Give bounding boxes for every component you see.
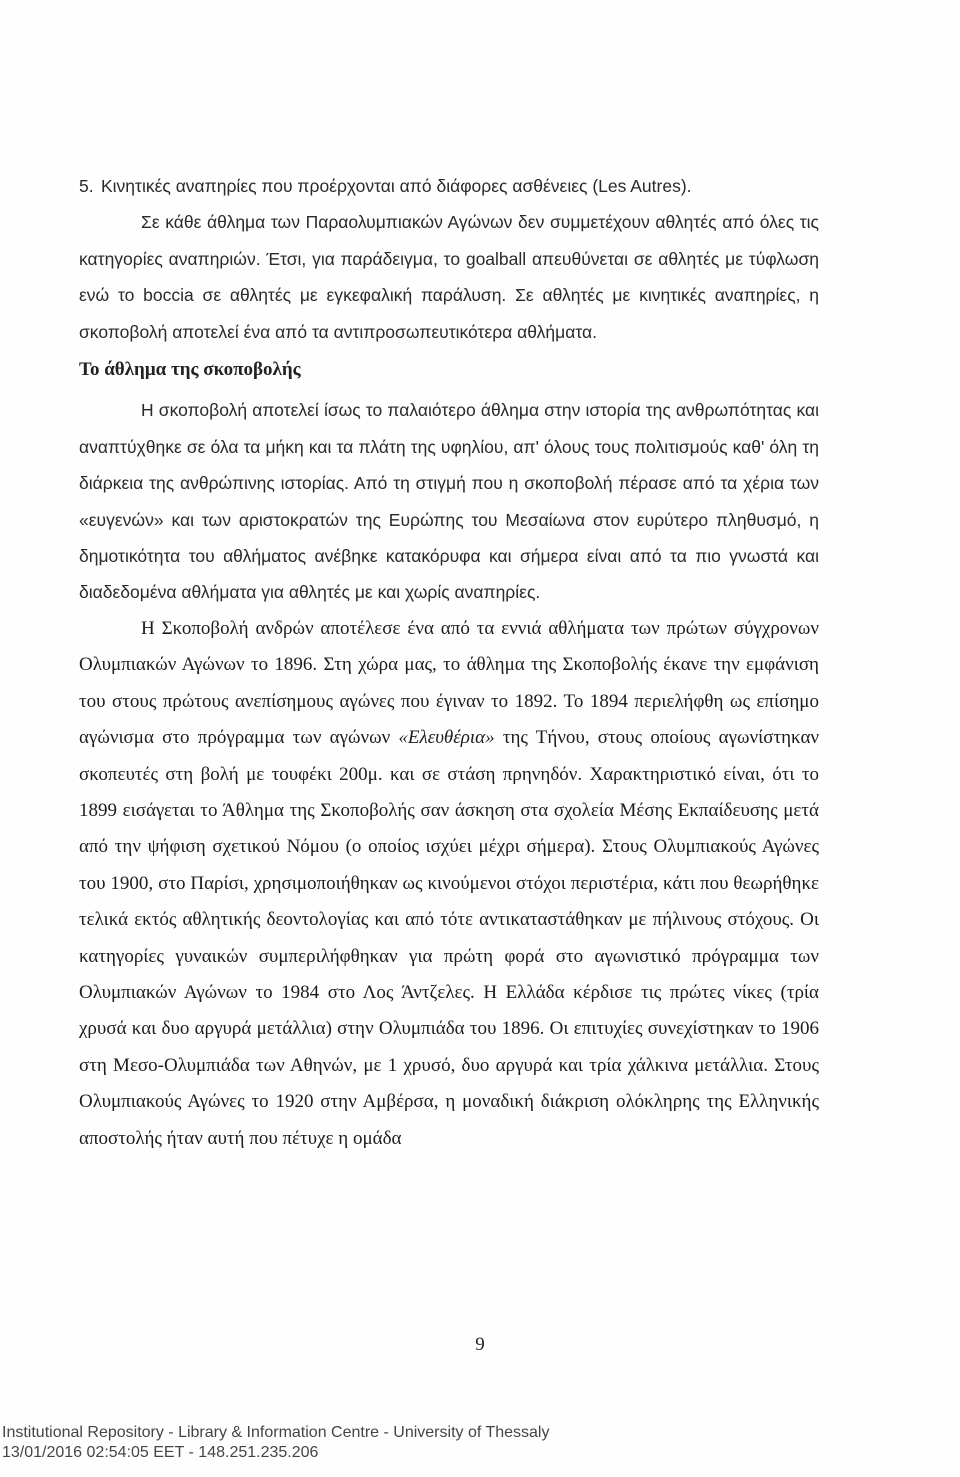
section-heading: Το άθλημα της σκοποβολής (79, 359, 301, 381)
repository-footer (2, 1423, 549, 1463)
paragraph-2-part-2: της Τήνου, στους οποίους αγωνίστηκαν σκοπευτές στη βολή με τουφέκι 200μ. και σε στάση πρηνηδόν. Χαρακτηριστικό είναι, ότι το 1899 εισάγεται το Άθλημα της Σκοποβολής σαν άσκηση στα σχολεία Μέσης Εκπαίδευσης μετά από την ψήφιση σχετικού Νόμου (ο οποίος ισχύει μέχρι σήμερα). Στους Ολυμπιακούς Αγώνες του 1900, στο Παρίσι, χρησιμοποιήθηκαν ως κινούμενοι στόχοι περιστέρια, κάτι που θεωρήθηκε τελικά εκτός αθλητικής δεοντολογίας και από τότε αντικαταστάθηκαν με πήλινους στόχους. Οι κατηγορίες γυναικών συμπεριλήφθηκαν για πρώτη φορά στο αγωνιστικό πρόγραμμα των Ολυμπιακών Αγώνων το 1984 στο Λος Άντζελες. Η Ελλάδα κέρδισε τις πρώτες νίκες (τρία χρυσά και δυο αργυρά μετάλλια) στην Ολυμπιάδα του 1896. Οι επιτυχίες συνεχίστηκαν το 1906 στη Μεσο-Ολυμπιάδα των Αθηνών, με 1 χρυσό, δυο αργυρά και τρία χάλκινα μετάλλια. Στους Ολυμπιακούς Αγώνες το 1920 στην Αμβέρσα, η μοναδική διάκριση ολόκληρης της Ελληνικής αποστολής ήταν αυτή που πέτυχε η ομάδα (79, 727, 819, 1149)
intro-paragraph: Σε κάθε άθλημα των Παραολυμπιακών Αγώνων δεν συμμετέχουν αθλητές από όλες τις κατηγορίες αναπηριών. Έτσι, για παράδειγμα, το goalball απευθύνεται σε αθλητές με τύφλωση ενώ το boccia σε αθλητές με εγκεφαλική παράλυση. Σε αθλητές με κινητικές αναπηρίες, η σκοποβολή αποτελεί ένα από τα αντιπροσωπευτικότερα αθλήματα. (79, 212, 819, 342)
list-item-5 (79, 168, 819, 204)
paragraph-2-part-1: Η Σκοποβολή ανδρών αποτέλεσε ένα από τα εννιά αθλήματα των πρώτων σύγχρονων Ολυμπιακών Αγώνων το 1896. Στη χώρα μας, το άθλημα της Σκοποβολής έκανε την εμφάνιση του στους πρώτους ανεπίσημους αγώνες που έγιναν το 1892. Το 1894 περιελήφθη ως επίσημο αγώνισμα στο πρόγραμμα των αγώνων (79, 617, 819, 749)
footer-timestamp: 13/01/2016 02:54:05 EET - 148.251.235.206 (2, 1444, 319, 1461)
list-item-text: Κινητικές αναπηρίες που προέρχονται από διάφορες ασθένειες (Les Autres). (101, 176, 692, 196)
paragraph-shooting-history: Η σκοποβολή αποτελεί ίσως το παλαιότερο άθλημα στην ιστορία της ανθρωπότητας και αναπτύχθηκε σε όλα τα μήκη και τα πλάτη της υφηλίου, απ' όλους τους πολιτισμούς καθ' όλη τη διάρκεια της ανθρώπινης ιστορίας. Από τη στιγμή που η σκοποβολή πέρασε από τα χέρια των «ευγενών» και των αριστοκρατών της Ευρώπης του Μεσαίωνα στον ευρύτερο πληθυσμό, η δημοτικότητα του αθλήματος ανέβηκε κατακόρυφα και σήμερα είναι από τα πιο γνωστά και διαδεδομένα αθλήματα για αθλητές με και χωρίς αναπηρίες. (79, 400, 819, 603)
document-body (79, 168, 819, 1157)
footer-repository: Institutional Repository - Library & Information Centre - University of Thessaly (2, 1424, 550, 1441)
paragraph-2-italic: «Ελευθέρια» (398, 727, 495, 749)
list-item-number: 5. (79, 176, 94, 196)
paragraph-olympic-history (79, 611, 819, 1157)
page-number: 9 (475, 1334, 485, 1355)
